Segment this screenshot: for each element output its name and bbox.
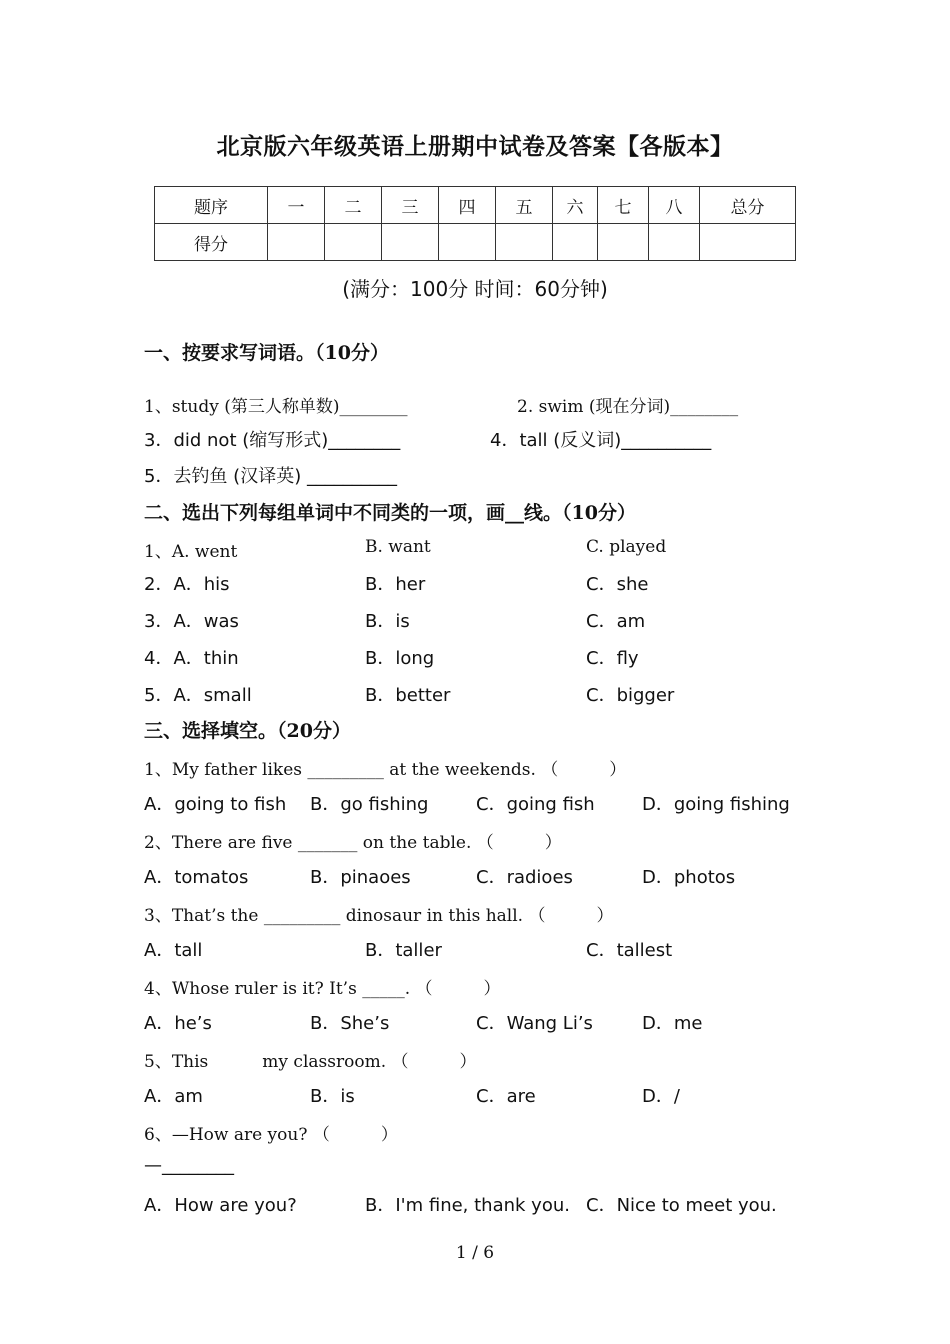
exam-info: (满分：100分 时间：60分钟)	[342, 277, 608, 301]
option: A．tall	[144, 940, 203, 961]
section-title: 一、按要求写词语。	[144, 342, 316, 364]
option: A．tomatos	[144, 867, 249, 888]
option: A．going to fish	[144, 794, 287, 815]
table-cell: 得分	[155, 224, 268, 261]
score-table-score-row	[155, 224, 796, 261]
page-number: 1 / 6	[455, 1243, 495, 1263]
option: A．he’s	[144, 1013, 212, 1034]
table-cell: 四	[439, 187, 496, 224]
option: B．go fishing	[310, 794, 429, 815]
option: C．tallest	[586, 940, 673, 961]
table-cell: 七	[598, 187, 649, 224]
option: C．radioes	[476, 867, 573, 888]
question-stem: 2、There are five _______ on the table. （ ）	[144, 833, 562, 853]
list-item: 3．A．was	[144, 611, 239, 632]
list-item: C．am	[586, 611, 646, 632]
section1-q2: 2. swim (现在分词)________	[517, 397, 739, 417]
question-stem: 4、Whose ruler is it? It’s _____. （ ）	[144, 979, 501, 999]
question-stem: 3、That’s the _________ dinosaur in this hall. （ ）	[144, 906, 614, 926]
list-item: B．better	[365, 685, 451, 706]
score-table-header-row	[155, 187, 796, 224]
list-item: C．bigger	[586, 685, 675, 706]
answer-line: —________	[144, 1155, 234, 1176]
table-cell: 总分	[700, 187, 796, 224]
table-cell: 一	[268, 187, 325, 224]
score-cell[interactable]	[268, 224, 325, 261]
score-cell[interactable]	[553, 224, 598, 261]
option: A．How are you?	[144, 1195, 297, 1216]
section-points: （10分）	[315, 342, 389, 364]
option: C．going fish	[476, 794, 595, 815]
list-item: C. played	[586, 537, 667, 557]
section1-heading	[144, 338, 389, 365]
score-cell[interactable]	[496, 224, 553, 261]
table-cell: 题序	[155, 187, 268, 224]
list-item: C．she	[586, 574, 649, 595]
section-points: （20分）	[277, 720, 351, 742]
table-cell: 二	[325, 187, 382, 224]
option: C．Nice to meet you.	[586, 1195, 777, 1216]
list-item: B．is	[365, 611, 410, 632]
section1-q1: 1、study (第三人称单数)________	[144, 397, 408, 417]
page-title: 北京版六年级英语上册期中试卷及答案【各版本】	[216, 134, 734, 160]
list-item: B. want	[365, 537, 431, 557]
option: B．pinaoes	[310, 867, 411, 888]
list-item: 5．A．small	[144, 685, 252, 706]
table-cell: 八	[649, 187, 700, 224]
list-item: B．her	[365, 574, 426, 595]
option: B．I'm fine, thank you.	[365, 1195, 570, 1216]
option: D．going fishing	[642, 794, 790, 815]
score-cell[interactable]	[325, 224, 382, 261]
table-cell: 三	[382, 187, 439, 224]
option: B．She’s	[310, 1013, 390, 1034]
option: B．taller	[365, 940, 442, 961]
question-stem: 1、My father likes _________ at the weekends. （ ）	[144, 760, 627, 780]
option: C．are	[476, 1086, 536, 1107]
option: D．me	[642, 1013, 703, 1034]
option: B．is	[310, 1086, 355, 1107]
list-item: C．fly	[586, 648, 639, 669]
option: D．/	[642, 1086, 680, 1107]
option: A．am	[144, 1086, 203, 1107]
question-stem: 5、This my classroom. （ ）	[144, 1052, 477, 1072]
table-cell: 五	[496, 187, 553, 224]
section1-q4: 4．tall (反义词)__________	[490, 430, 712, 451]
score-cell[interactable]	[649, 224, 700, 261]
section3-heading	[144, 716, 351, 743]
section-title: 三、选择填空。	[144, 720, 278, 742]
list-item: 2．A．his	[144, 574, 230, 595]
score-cell[interactable]	[598, 224, 649, 261]
section1-q5: 5．去钓鱼 (汉译英) __________	[144, 466, 397, 487]
list-item: 1、A. went	[144, 542, 238, 562]
section2-heading	[144, 498, 636, 525]
list-item: B．long	[365, 648, 435, 669]
section1-q3: 3．did not (缩写形式)________	[144, 430, 401, 451]
question-stem: 6、—How are you? （ ）	[144, 1125, 398, 1145]
score-cell[interactable]	[700, 224, 796, 261]
score-cell[interactable]	[439, 224, 496, 261]
section-title: 二、选出下列每组单词中不同类的一项，画__线。	[144, 502, 563, 524]
option: C．Wang Li’s	[476, 1013, 593, 1034]
table-cell: 六	[553, 187, 598, 224]
section-points: （10分）	[562, 502, 636, 524]
list-item: 4．A．thin	[144, 648, 239, 669]
score-cell[interactable]	[382, 224, 439, 261]
score-table	[154, 186, 796, 261]
option: D．photos	[642, 867, 736, 888]
